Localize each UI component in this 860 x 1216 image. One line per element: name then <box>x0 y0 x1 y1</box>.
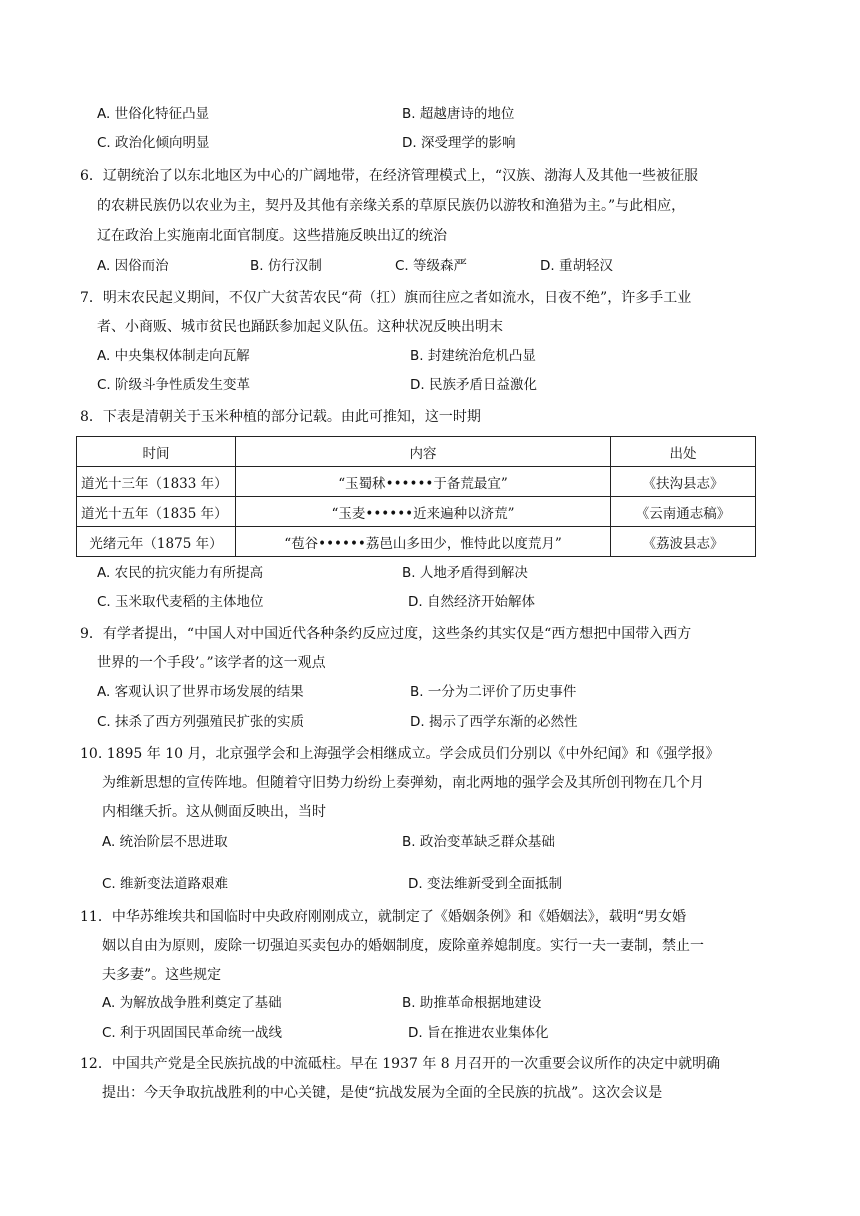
q6-option-c: C. 等级森严 <box>395 258 468 274</box>
q5-option-b: B. 超越唐诗的地位 <box>402 106 515 122</box>
q11-option-c: C. 利于巩固国民革命统一战线 <box>102 1025 283 1041</box>
q7-option-b: B. 封建统治危机凸显 <box>410 348 536 364</box>
table-header-time: 时间 <box>77 437 236 467</box>
table-row <box>77 467 756 497</box>
q8-option-c: C. 玉米取代麦稻的主体地位 <box>97 594 264 610</box>
table-header-row <box>77 437 756 467</box>
q11-stem-line-1: 11．中华苏维埃共和国临时中央政府刚刚成立，就制定了《婚姻条例》和《婚姻法》，载明“男女婚 <box>80 909 686 925</box>
q8-stem-line-1: 8．下表是清朝关于玉米种植的部分记载。由此可推知，这一时期 <box>80 409 481 425</box>
q10-stem-line-1: 10. 1895 年 10 月，北京强学会和上海强学会相继成立。学会成员们分别以《中外纪闻》和《强学报》 <box>80 746 720 762</box>
q11-option-b: B. 助推革命根据地建设 <box>402 995 542 1011</box>
table-cell-content: “玉麦••••••近来遍种以济荒” <box>236 497 611 527</box>
q7-option-a: A. 中央集权体制走向瓦解 <box>97 348 250 364</box>
table-cell-source: 《扶沟县志》 <box>611 467 756 497</box>
q12-stem-line-2: 提出：今天争取抗战胜利的中心关键，是使“抗战发展为全面的全民族的抗战”。这次会议是 <box>102 1085 663 1101</box>
q10-stem-line-3: 内相继夭折。这从侧面反映出，当时 <box>102 804 326 820</box>
table-cell-source: 《云南通志稿》 <box>611 497 756 527</box>
q10-stem-line-2: 为维新思想的宣传阵地。但随着守旧势力纷纷上奏弹劾，南北两地的强学会及其所创刊物在几个月 <box>102 775 704 791</box>
q8-option-a: A. 农民的抗灾能力有所提高 <box>97 565 264 581</box>
q6-option-b: B. 仿行汉制 <box>250 258 322 274</box>
table-header-content: 内容 <box>236 437 611 467</box>
q8-option-d: D. 自然经济开始解体 <box>408 594 535 610</box>
q5-option-a: A. 世俗化特征凸显 <box>97 106 210 122</box>
table-cell-time: 光绪元年（1875 年） <box>77 527 236 557</box>
table-header-source: 出处 <box>611 437 756 467</box>
table-cell-time: 道光十五年（1835 年） <box>77 497 236 527</box>
q11-option-d: D. 旨在推进农业集体化 <box>408 1025 549 1041</box>
table-row <box>77 527 756 557</box>
q10-option-a: A. 统治阶层不思进取 <box>102 834 228 850</box>
q9-stem-line-1: 9．有学者提出，“中国人对中国近代各种条约反应过度，这些条约其实仅是“西方想把中国带入西方 <box>80 626 692 642</box>
table-row <box>77 497 756 527</box>
q7-stem-line-1: 7．明末农民起义期间，不仅广大贫苦农民“荷（扛）旗而往应之者如流水，日夜不绝”，许多手工业 <box>80 290 692 306</box>
q5-option-d: D. 深受理学的影响 <box>402 135 516 151</box>
q10-option-b: B. 政治变革缺乏群众基础 <box>402 834 555 850</box>
q10-option-c: C. 维新变法道路艰难 <box>102 876 229 892</box>
q10-option-d: D. 变法维新受到全面抵制 <box>408 876 562 892</box>
q7-option-d: D. 民族矛盾日益激化 <box>410 377 537 393</box>
table-cell-time: 道光十三年（1833 年） <box>77 467 236 497</box>
q6-option-d: D. 重胡轻汉 <box>540 258 613 274</box>
q6-stem-line-2: 的农耕民族仍以农业为主，契丹及其他有亲缘关系的草原民族仍以游牧和渔猎为主。”与此相应， <box>97 198 686 214</box>
q9-option-d: D. 揭示了西学东渐的必然性 <box>410 714 578 730</box>
q8-option-b: B. 人地矛盾得到解决 <box>402 565 528 581</box>
q5-option-c: C. 政治化倾向明显 <box>97 135 210 151</box>
q9-option-a: A. 客观认识了世界市场发展的结果 <box>97 684 304 700</box>
table-cell-content: “玉蜀秫••••••于备荒最宜” <box>236 467 611 497</box>
q6-stem-line-3: 辽在政治上实施南北面官制度。这些措施反映出辽的统治 <box>97 228 447 244</box>
q11-stem-line-2: 姻以自由为原则，废除一切强迫买卖包办的婚姻制度，废除童养媳制度。实行一夫一妻制，禁止一 <box>102 938 704 954</box>
q7-stem-line-2: 者、小商贩、城市贫民也踊跃参加起义队伍。这种状况反映出明末 <box>97 319 503 335</box>
q8-records-table <box>76 436 756 557</box>
q11-option-a: A. 为解放战争胜利奠定了基础 <box>102 995 282 1011</box>
q6-option-a: A. 因俗而治 <box>97 258 169 274</box>
q12-stem-line-1: 12．中国共产党是全民族抗战的中流砥柱。早在 1937 年 8 月召开的一次重要会议所作的决定中就明确 <box>80 1056 721 1072</box>
q9-option-c: C. 抹杀了西方列强殖民扩张的实质 <box>97 714 305 730</box>
q9-stem-line-2: 世界的一个手段’。”该学者的这一观点 <box>97 655 326 671</box>
q6-stem-line-1: 6．辽朝统治了以东北地区为中心的广阔地带，在经济管理模式上，“汉族、渤海人及其他一些被征服 <box>80 168 699 184</box>
q7-option-c: C. 阶级斗争性质发生变革 <box>97 377 251 393</box>
table-cell-source: 《荔波县志》 <box>611 527 756 557</box>
q9-option-b: B. 一分为二评价了历史事件 <box>410 684 577 700</box>
table-cell-content: “苞谷••••••荔邑山多田少，惟恃此以度荒月” <box>236 527 611 557</box>
q11-stem-line-3: 夫多妻”。这些规定 <box>102 967 222 983</box>
